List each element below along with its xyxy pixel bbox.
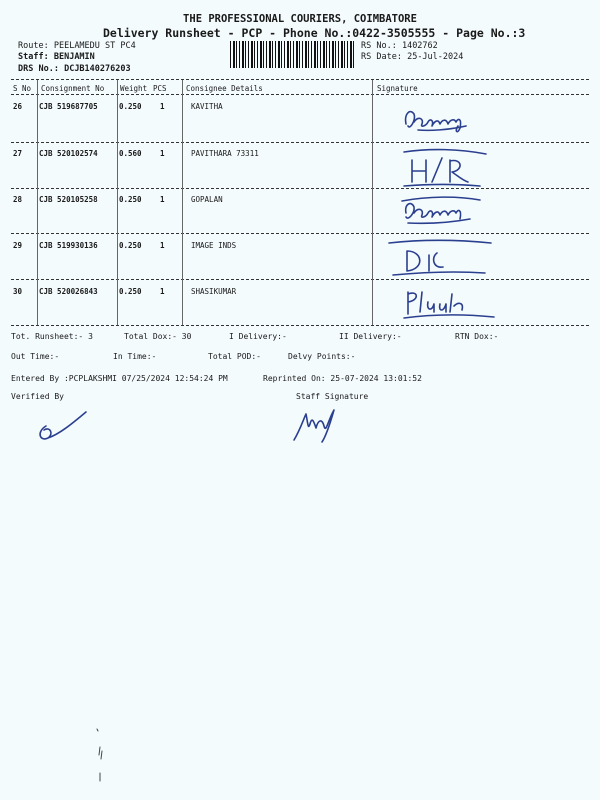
col-header-consignment: Consignment No	[41, 84, 105, 93]
staff-line	[18, 52, 95, 62]
rs-no-value: 1402762	[401, 41, 438, 51]
row-consignee: SHASIKUMAR	[191, 287, 237, 296]
row-divider	[11, 279, 589, 280]
staff-signature-label: Staff Signature	[296, 392, 369, 401]
handwritten-signature	[385, 237, 495, 277]
column-divider	[117, 80, 118, 325]
ii-delivery: II Delivery:-	[339, 332, 402, 341]
total-dox: Total Dox:- 30	[124, 332, 192, 341]
tot-runsheet: Tot. Runsheet:- 3	[11, 332, 93, 341]
handwritten-signature	[400, 146, 490, 188]
row-sno: 28	[13, 195, 23, 204]
table-top-rule	[11, 79, 589, 80]
handwritten-signature	[398, 193, 482, 227]
col-header-signature: Signature	[377, 84, 418, 93]
staff-label: Staff:	[18, 52, 49, 62]
runsheet-subtitle: Delivery Runsheet - PCP - Phone No.:0422-3505555 - Page No.:3	[103, 26, 526, 40]
row-consignment: CJB 520105258	[39, 195, 98, 204]
row-sno: 30	[13, 287, 23, 296]
scan-mark	[92, 725, 108, 785]
company-name: THE PROFESSIONAL COURIERS, COIMBATORE	[183, 13, 417, 25]
col-header-sno: S No	[13, 84, 32, 93]
rs-date-label: RS Date:	[361, 52, 402, 62]
route-line	[18, 41, 136, 51]
route-value: PEELAMEDU ST PC4	[53, 41, 136, 51]
rs-no-label: RS No.:	[361, 41, 397, 51]
row-consignee: GOPALAN	[191, 195, 223, 204]
row-pcs: 1	[160, 241, 165, 250]
col-header-consignee: Consignee Details	[186, 84, 263, 93]
verified-by-label: Verified By	[11, 392, 64, 401]
drs-label: DRS No.:	[18, 64, 59, 74]
drs-line	[18, 64, 131, 74]
rtn-dox: RTN Dox:-	[455, 332, 499, 341]
row-weight: 0.250	[119, 102, 142, 111]
row-consignee: KAVITHA	[191, 102, 223, 111]
row-divider	[11, 142, 589, 143]
row-sno: 29	[13, 241, 23, 250]
staff-value: BENJAMIN	[53, 52, 95, 62]
drs-value: DCJB140276203	[64, 64, 131, 74]
rs-date-value: 25-Jul-2024	[407, 52, 464, 62]
row-consignee: PAVITHARA 73311	[191, 149, 259, 158]
total-pod: Total POD:-	[208, 352, 261, 361]
column-divider	[37, 80, 38, 325]
row-pcs: 1	[160, 102, 165, 111]
row-sno: 26	[13, 102, 23, 111]
rs-no-line	[361, 41, 438, 51]
row-consignment: CJB 519687705	[39, 102, 98, 111]
row-pcs: 1	[160, 195, 165, 204]
row-sno: 27	[13, 149, 23, 158]
barcode	[230, 41, 354, 68]
out-time: Out Time:-	[11, 352, 60, 361]
rs-date-line	[361, 52, 463, 62]
row-pcs: 1	[160, 287, 165, 296]
row-weight: 0.560	[119, 149, 142, 158]
table-header-rule	[11, 94, 589, 95]
column-divider	[182, 80, 183, 325]
row-weight: 0.250	[119, 195, 142, 204]
row-divider	[11, 188, 589, 189]
reprinted-on: Reprinted On: 25-07-2024 13:01:52	[263, 374, 422, 383]
col-header-pcs: PCS	[153, 84, 167, 93]
row-consignment: CJB 519930136	[39, 241, 98, 250]
row-pcs: 1	[160, 149, 165, 158]
row-weight: 0.250	[119, 241, 142, 250]
i-delivery: I Delivery:-	[229, 332, 287, 341]
row-divider	[11, 233, 589, 234]
column-divider	[372, 80, 373, 325]
table-bottom-rule	[11, 325, 589, 326]
staff-signature-mark	[290, 400, 350, 444]
delvy-points: Delvy Points:-	[288, 352, 356, 361]
in-time: In Time:-	[113, 352, 157, 361]
entered-by: Entered By :PCPLAKSHMI 07/25/2024 12:54:24 PM	[11, 374, 228, 383]
col-header-weight: Weight	[120, 84, 148, 93]
verifier-signature	[30, 408, 90, 444]
row-consignee: IMAGE INDS	[191, 241, 237, 250]
row-consignment: CJB 520102574	[39, 149, 98, 158]
row-weight: 0.250	[119, 287, 142, 296]
row-consignment: CJB 520026843	[39, 287, 98, 296]
route-label: Route:	[18, 41, 49, 51]
handwritten-signature	[398, 284, 498, 320]
handwritten-signature	[400, 104, 480, 136]
